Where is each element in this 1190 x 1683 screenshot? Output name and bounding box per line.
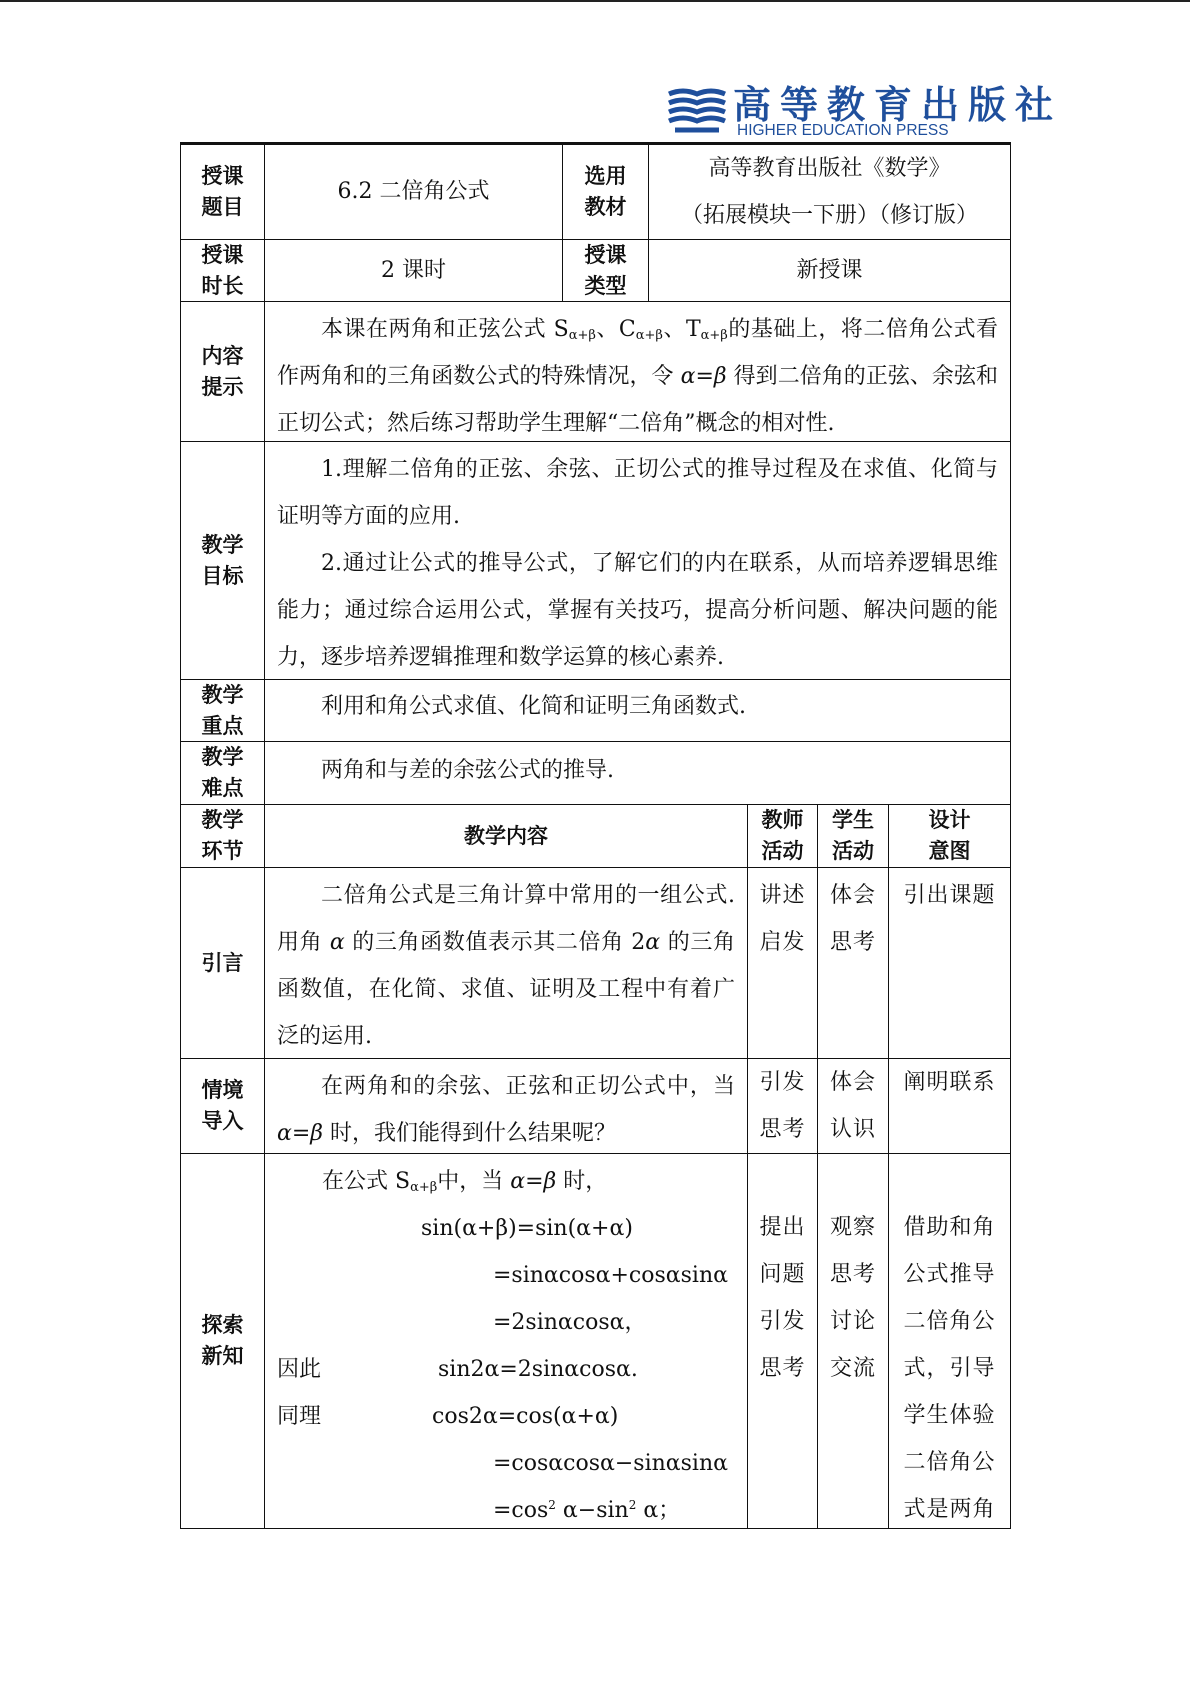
textbook-value [649, 145, 1010, 239]
explore-design-intent: 借助和角 公式推导 二倍角公 式，引导 学生体验 二倍角公 式是两角 [903, 1215, 996, 1522]
column-header-stage: 教学 环节 [201, 808, 244, 863]
situation-content: 在两角和的余弦、正弦和正切公式中，当 α=β 时，我们能得到什么结果呢？ [277, 1074, 735, 1146]
formula-line-1: sin(α+β)=sin(α+α) [421, 1216, 633, 1241]
textbook-line-2: （拓展模块一下册）（修订版） [680, 203, 978, 228]
duration-value: 2 课时 [381, 257, 446, 283]
goals-text [265, 442, 1010, 679]
formula-line-6: =cosαcosα−sinαsinα [493, 1451, 728, 1476]
type-value: 新授课 [796, 257, 863, 283]
table-border-bottom [180, 1528, 1011, 1529]
topic-value: 6.2 二倍角公式 [337, 179, 490, 204]
lesson-plan-table [180, 144, 1011, 1529]
situation-teacher-activity: 引发 思考 [759, 1070, 806, 1142]
duration-label: 授课 时长 [201, 242, 244, 298]
column-header-content: 教学内容 [464, 823, 548, 848]
explore-stage: 探索 新知 [201, 1313, 244, 1368]
explore-teacher-activity: 提出 问题 引发 思考 [759, 1215, 806, 1381]
publisher-name-en: HIGHER EDUCATION PRESS [737, 122, 949, 139]
hint-text: 本课在两角和正弦公式 $S_{\alpha+\beta}$、$C_{\alpha+\beta}$、$T_{\alpha+\beta}$的基础上，将二倍角公式看作两角和的三角函数公式的特殊情况，令 α=β 得到二倍角的正弦、余弦和正切公式；然后练习帮助学生理解“二倍角”概念的相对性. [277, 317, 999, 436]
textbook-line-1: 高等教育出版社《数学》 [708, 156, 951, 181]
goals-label: 教学 目标 [201, 532, 244, 588]
intro-stage: 引言 [201, 950, 244, 975]
column-header-teacher: 教师 活动 [761, 808, 804, 863]
topic-label: 授课 题目 [201, 164, 244, 219]
goal-1: 1.理解二倍角的正弦、余弦、正切公式的推导过程及在求值、化简与证明等方面的应用. [277, 457, 998, 529]
column-header-student: 学生 活动 [832, 808, 874, 863]
hint-label: 内容 提示 [201, 343, 244, 399]
key-point-label: 教学 重点 [201, 682, 244, 738]
explore-content [265, 1154, 747, 1528]
similarly-label: 同理 [277, 1404, 322, 1429]
explore-intro-line: 在公式 $S_{\alpha+\beta}$中，当 α=β 时， [322, 1169, 608, 1195]
formula-line-5: cos2α=cos(α+α) [432, 1404, 619, 1429]
key-point-text: 利用和角公式求值、化简和证明三角函数式. [321, 694, 746, 719]
intro-teacher-activity: 讲述 启发 [759, 883, 806, 955]
situation-student-activity: 体会 认识 [829, 1070, 876, 1142]
situation-stage: 情境 导入 [201, 1078, 244, 1133]
textbook-label: 选用 教材 [584, 164, 627, 219]
therefore-label: 因此 [277, 1357, 322, 1382]
formula-line-3: =2sinαcosα， [493, 1310, 647, 1335]
explore-student-activity: 观察 思考 讨论 交流 [829, 1215, 876, 1381]
page-top-border [0, 0, 1190, 2]
table-border-right [1010, 144, 1011, 1529]
situation-design-intent: 阐明联系 [903, 1070, 996, 1095]
goal-2: 2.通过让公式的推导公式，了解它们的内在联系，从而培养逻辑思维能力；通过综合运用公式，掌握有关技巧，提高分析问题、解决问题的能力，逐步培养逻辑推理和数学运算的核心素养. [277, 551, 998, 670]
difficulty-text: 两角和与差的余弦公式的推导. [321, 758, 614, 783]
publisher-name-zh: 高等教育出版社 [733, 82, 1063, 127]
intro-content: 二倍角公式是三角计算中常用的一组公式. 用角 α 的三角函数值表示其二倍角 2α 的三角函数值，在化简、求值、证明及工程中有着广泛的运用. [277, 883, 735, 1049]
type-label: 授课 类型 [584, 242, 627, 298]
column-header-intent: 设计 意图 [928, 808, 971, 863]
formula-line-2: =sinαcosα+cosαsinα [493, 1263, 728, 1288]
formula-line-4: sin2α=2sinαcosα. [438, 1357, 638, 1382]
formula-line-7: $=\cos^2$ $\alpha-\sin^2$ α； [493, 1498, 681, 1523]
book-waves-icon [665, 86, 729, 138]
intro-student-activity: 体会 思考 [829, 883, 876, 955]
intro-design-intent: 引出课题 [903, 883, 996, 908]
publisher-logo [665, 82, 1063, 140]
difficulty-label: 教学 难点 [201, 745, 244, 800]
